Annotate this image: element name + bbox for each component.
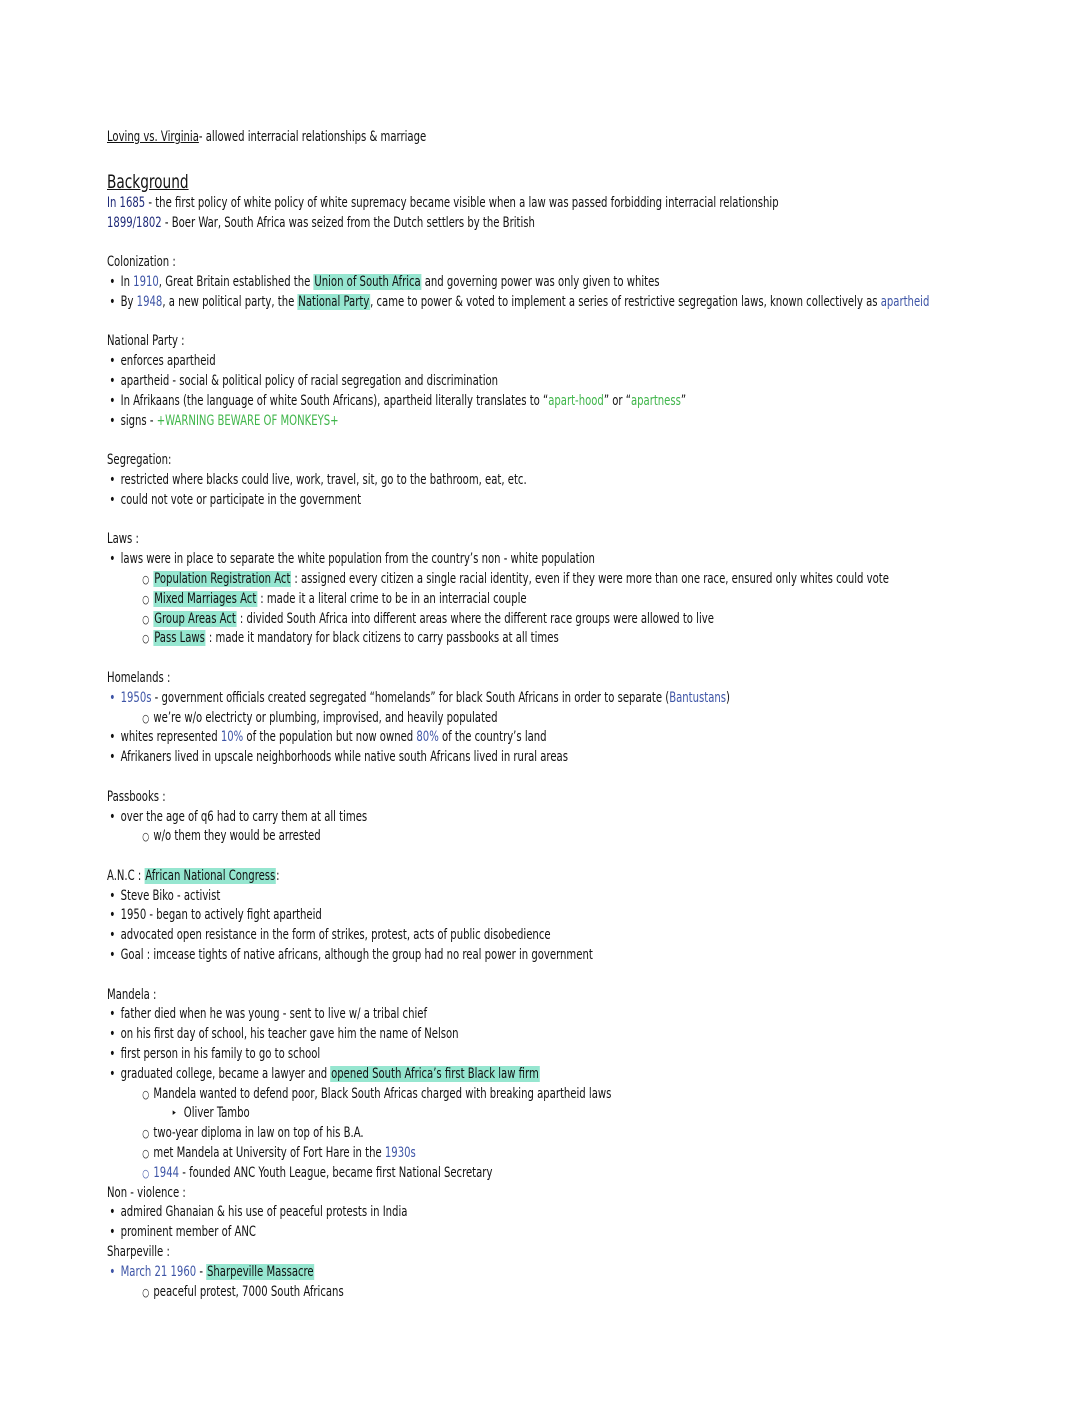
list-item: • restricted where blacks could live, work, travel, sit, go to the bathroom, eat, etc. [107, 471, 1057, 491]
sub-list-item: ○ 1944 - founded ANC Youth League, became first National Secretary [107, 1164, 1057, 1184]
laws-heading: Laws : [107, 531, 139, 548]
highlight: Group Areas Act [154, 610, 236, 627]
anc-heading: A.N.C : African National Congress: [107, 867, 280, 884]
background-heading: Background [107, 170, 189, 193]
list-item: • 1950s - government officials created segregated “homelands” for black South Africans in order to separate (Bantustans) [107, 689, 1057, 709]
list-item: • In Afrikaans (the language of white South Africans), apartheid literally translates to “apart-hood” or “apartness” [107, 392, 1057, 412]
background-line-1: In 1685 - the first policy of white policy of white supremacy became visible when a law was passed forbidding interracial relationship [107, 194, 779, 211]
list-item: • Steve Biko - activist [107, 887, 1057, 907]
highlight: Union of South Africa [314, 273, 421, 290]
sub-list-item: ○ w/o them they would be arrested [107, 827, 1057, 847]
sub-list-item: ○ Pass Laws : made it mandatory for black citizens to carry passbooks at all times [107, 629, 1057, 649]
list-item: • 1950 - began to actively fight apartheid [107, 906, 1057, 926]
sub-list-item: ○ Mixed Marriages Act : made it a literal crime to be in an interracial couple [107, 590, 1057, 610]
sharpeville-heading: Sharpeville : [107, 1244, 170, 1261]
national-party-heading: National Party : [107, 333, 185, 350]
sub-list-item: ○ two-year diploma in law on top of his B.A. [107, 1124, 1057, 1144]
notes-body [107, 128, 1057, 170]
sub-list-item: ○ we’re w/o electricty or plumbing, improvised, and heavily populated [107, 709, 1057, 729]
list-item: • By 1948, a new political party, the National Party, came to power & voted to implement a series of restrictive segregation laws, known collectively as apartheid [107, 293, 1057, 313]
highlight: Population Registration Act [154, 570, 291, 587]
list-item: • prominent member of ANC [107, 1223, 1057, 1243]
list-item: • on his first day of school, his teacher gave him the name of Nelson [107, 1025, 1057, 1045]
notes-page [107, 128, 1057, 1302]
highlight: Pass Laws [154, 630, 205, 647]
non-violence-heading: Non - violence : [107, 1184, 186, 1201]
highlight: Mixed Marriages Act [154, 590, 257, 607]
sub-list-item: ○ Mandela wanted to defend poor, Black South Africas charged with breaking apartheid laws [107, 1085, 1057, 1105]
highlight: opened South Africa’s first Black law firm [331, 1065, 539, 1082]
list-item: • apartheid - social & political policy of racial segregation and discrimination [107, 372, 1057, 392]
highlight: National Party [298, 293, 370, 310]
sub-list-item: ○ Group Areas Act : divided South Africa into different areas where the different race groups were allowed to live [107, 610, 1057, 630]
list-item: • March 21 1960 - Sharpeville Massacre [107, 1263, 1057, 1283]
list-item: • whites represented 10% of the population but now owned 80% of the country’s land [107, 728, 1057, 748]
list-item: • In 1910, Great Britain established the Union of South Africa and governing power was only given to whites [107, 273, 1057, 293]
homelands-heading: Homelands : [107, 669, 171, 686]
background-line-2: 1899/1802 - Boer War, South Africa was seized from the Dutch settlers by the British [107, 214, 535, 231]
list-item: • Goal : imcease tights of native africans, although the group had no real power in government [107, 946, 1057, 966]
list-item: • father died when he was young - sent to live w/ a tribal chief [107, 1005, 1057, 1025]
passbooks-heading: Passbooks : [107, 788, 166, 805]
list-item: • could not vote or participate in the government [107, 491, 1057, 511]
sub-list-item: ○ met Mandela at University of Fort Hare in the 1930s [107, 1144, 1057, 1164]
list-item: • laws were in place to separate the white population from the country’s non - white population [107, 550, 1057, 570]
segregation-heading: Segregation: [107, 452, 172, 469]
list-item: • enforces apartheid [107, 352, 1057, 372]
sub-list-item: ○ Population Registration Act : assigned every citizen a single racial identity, even if they were more than one race, ensured only whites could vote [107, 570, 1057, 590]
notes-body-main [107, 194, 1057, 1303]
mandela-heading: Mandela : [107, 986, 157, 1003]
list-item: • graduated college, became a lawyer and opened South Africa’s first Black law firm [107, 1065, 1057, 1085]
list-item: • advocated open resistance in the form of strikes, protest, acts of public disobedience [107, 926, 1057, 946]
loving-title: Loving vs. Virginia [107, 129, 199, 145]
list-item: • signs - +WARNING BEWARE OF MONKEYS+ [107, 412, 1057, 432]
sub-sub-list-item: ▸ Oliver Tambo [107, 1104, 1057, 1124]
list-item: • admired Ghanaian & his use of peaceful protests in India [107, 1203, 1057, 1223]
highlight: African National Congress [145, 867, 276, 884]
list-item: • Afrikaners lived in upscale neighborhoods while native south Africans lived in rural areas [107, 748, 1057, 768]
list-item: • first person in his family to go to school [107, 1045, 1057, 1065]
highlight: Sharpeville Massacre [206, 1263, 314, 1280]
list-item: • over the age of q6 had to carry them at all times [107, 808, 1057, 828]
colonization-heading: Colonization : [107, 254, 176, 271]
sub-list-item: ○ peaceful protest, 7000 South Africans [107, 1283, 1057, 1303]
loving-line: Loving vs. Virginia- allowed interracial relationships & marriage [107, 129, 427, 145]
